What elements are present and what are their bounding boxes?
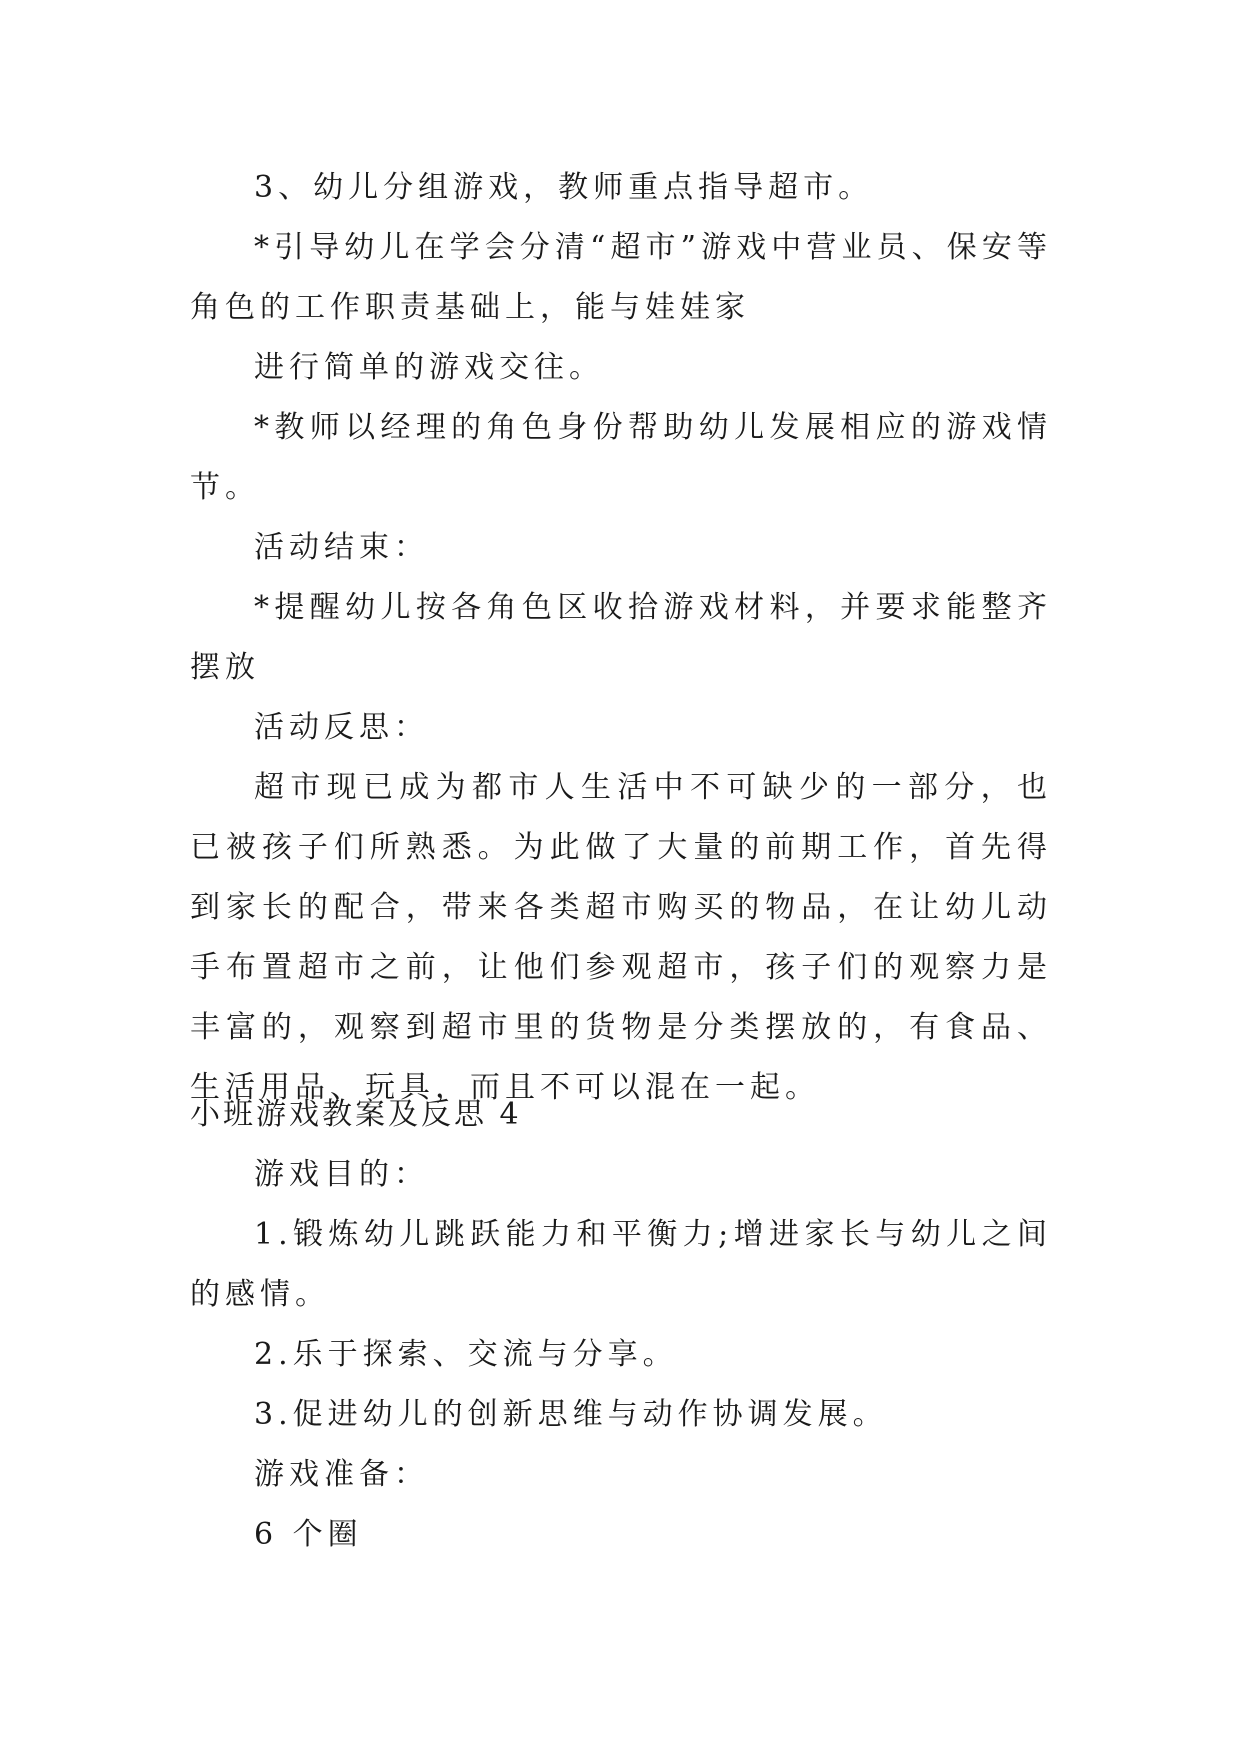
paragraph-preparation-rings: 6 个圈 (254, 1517, 363, 1552)
section-title: 小班游戏教案及反思 4 (190, 1097, 522, 1132)
paragraph-purpose-2: 2.乐于探索、交流与分享。 (254, 1337, 678, 1372)
heading-game-purpose: 游戏目的： (254, 1157, 429, 1192)
heading-game-preparation: 游戏准备： (254, 1457, 429, 1492)
heading-activity-end: 活动结束： (254, 530, 429, 565)
paragraph-guide-roles: *引导幼儿在学会分清“超市”游戏中营业员、保安等角色的工作职责基础上，能与娃娃家 (190, 230, 1052, 325)
paragraph-purpose-3: 3.促进幼儿的创新思维与动作协调发展。 (254, 1397, 888, 1432)
heading-activity-reflection: 活动反思： (254, 710, 429, 745)
lesson-plan-section-4 (190, 1085, 1052, 1565)
lesson-plan-section-3-continued (190, 158, 1052, 1118)
paragraph-purpose-1: 1.锻炼幼儿跳跃能力和平衡力;增进家长与幼儿之间的感情。 (190, 1217, 1052, 1312)
paragraph-reflection-body: 超市现已成为都市人生活中不可缺少的一部分，也已被孩子们所熟悉。为此做了大量的前期工作，首先得到家长的配合，带来各类超市购买的物品，在让幼儿动手布置超市之前，让他们参观超市，孩子们的观察力是丰富的，观察到超市里的货物是分类摆放的，有食品、生活用品、玩具，而且不可以混在一起。 (190, 770, 1052, 1105)
paragraph-teacher-manager: *教师以经理的角色身份帮助幼儿发展相应的游戏情节。 (190, 410, 1052, 505)
paragraph-group-game: 3、幼儿分组游戏，教师重点指导超市。 (254, 170, 874, 205)
paragraph-game-interaction: 进行简单的游戏交往。 (254, 350, 604, 385)
paragraph-tidy-materials: *提醒幼儿按各角色区收拾游戏材料，并要求能整齐摆放 (190, 590, 1052, 685)
